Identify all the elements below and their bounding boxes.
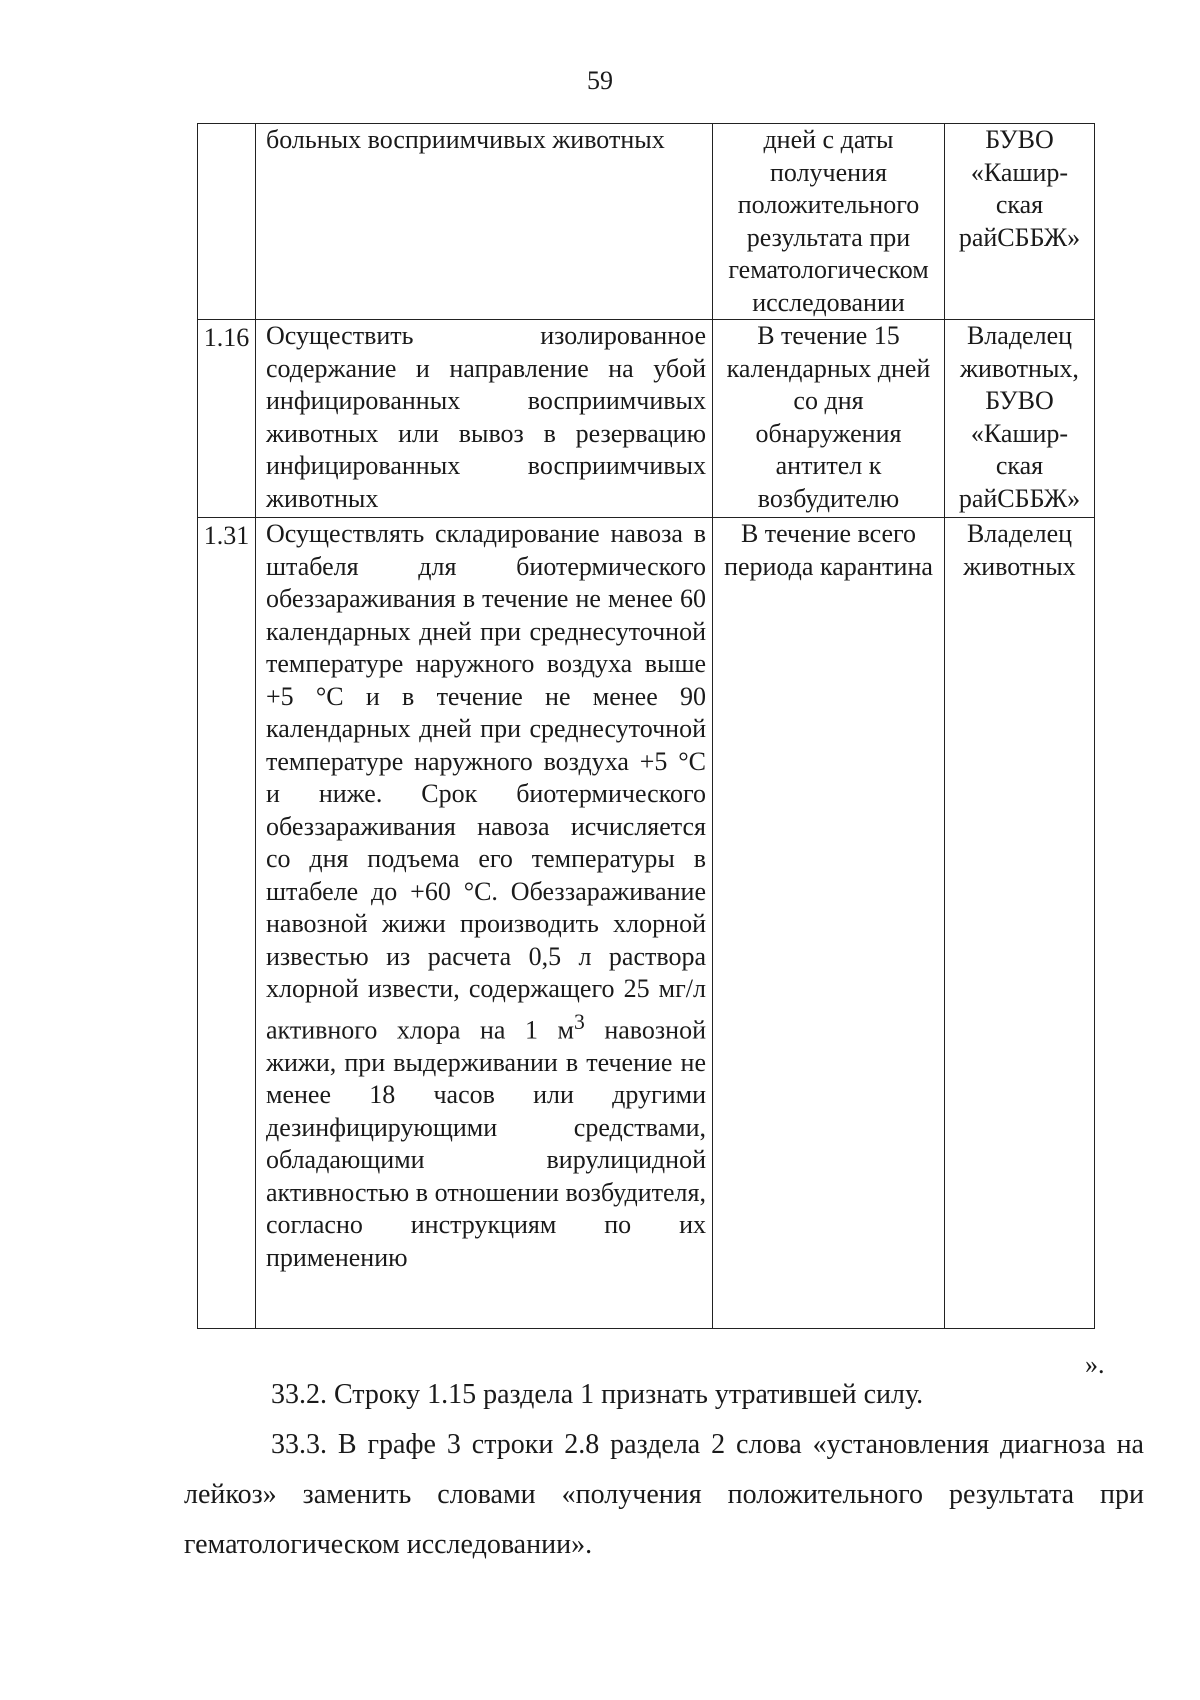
- paragraph-33-3: 33.3. В графе 3 строки 2.8 раздела 2 слова «установления диагноза на лейкоз» заменить словами «получения положительного результата при гематологическом исследовании».: [184, 1429, 1144, 1560]
- closing-quote-mark: ».: [1085, 1350, 1105, 1379]
- row-number: 1.16: [198, 320, 256, 518]
- row-number: [198, 124, 256, 320]
- term-cell: дней с даты получения положительного результата при гематологическом исследовании: [713, 124, 945, 320]
- page-number: 59: [587, 66, 613, 95]
- action-cell: больных восприимчивых животных: [256, 124, 713, 320]
- action-text: Осуществлять складирование навоза в штабеля для биотермического обеззараживания в течение не менее 60 календарных дней при среднесуточной температуре наружного воздуха выше +5 °С и в течение не менее 90 календарных дней при среднесуточной температуре наружного воздуха +5 °С и ниже. Срок биотермического обеззараживания навоза исчисляется со дня подъема его температуры в штабеле до +60 °С. Обеззараживание навозной жижи производить хлорной известью из расчета 0,5 л раствора хлорной извести, содержащего 25 мг/л активного хлора на 1 м: [266, 519, 706, 1045]
- responsible-cell: Владелец животных, БУВО «Кашир-ская райСББЖ»: [945, 320, 1095, 518]
- action-cell: [256, 518, 713, 1329]
- paragraph-33-2: 33.2. Строку 1.15 раздела 1 признать утратившей силу.: [271, 1379, 924, 1410]
- action-text: навозной жижи, при выдерживании в течение не менее 18 часов или другими дезинфицирующими средствами, обладающими вирулицидной активностью в отношении возбудителя, согласно инструкциям по их применению: [266, 1015, 707, 1272]
- term-cell: В течение всего периода карантина: [713, 518, 945, 1329]
- table-row: [198, 124, 1095, 320]
- table-row: [198, 320, 1095, 518]
- superscript: 3: [573, 1009, 585, 1034]
- measures-table: [197, 123, 1095, 1329]
- responsible-cell: БУВО «Кашир-ская райСББЖ»: [945, 124, 1095, 320]
- action-cell: Осуществить изолированное содержание и направление на убой инфицированных восприимчивых животных или вывоз в резервацию инфицированных восприимчивых животных: [256, 320, 713, 518]
- table-row: [198, 518, 1095, 1329]
- responsible-cell: Владелец животных: [945, 518, 1095, 1329]
- term-cell: В течение 15 календарных дней со дня обнаружения антител к возбудителю: [713, 320, 945, 518]
- row-number: 1.31: [198, 518, 256, 1329]
